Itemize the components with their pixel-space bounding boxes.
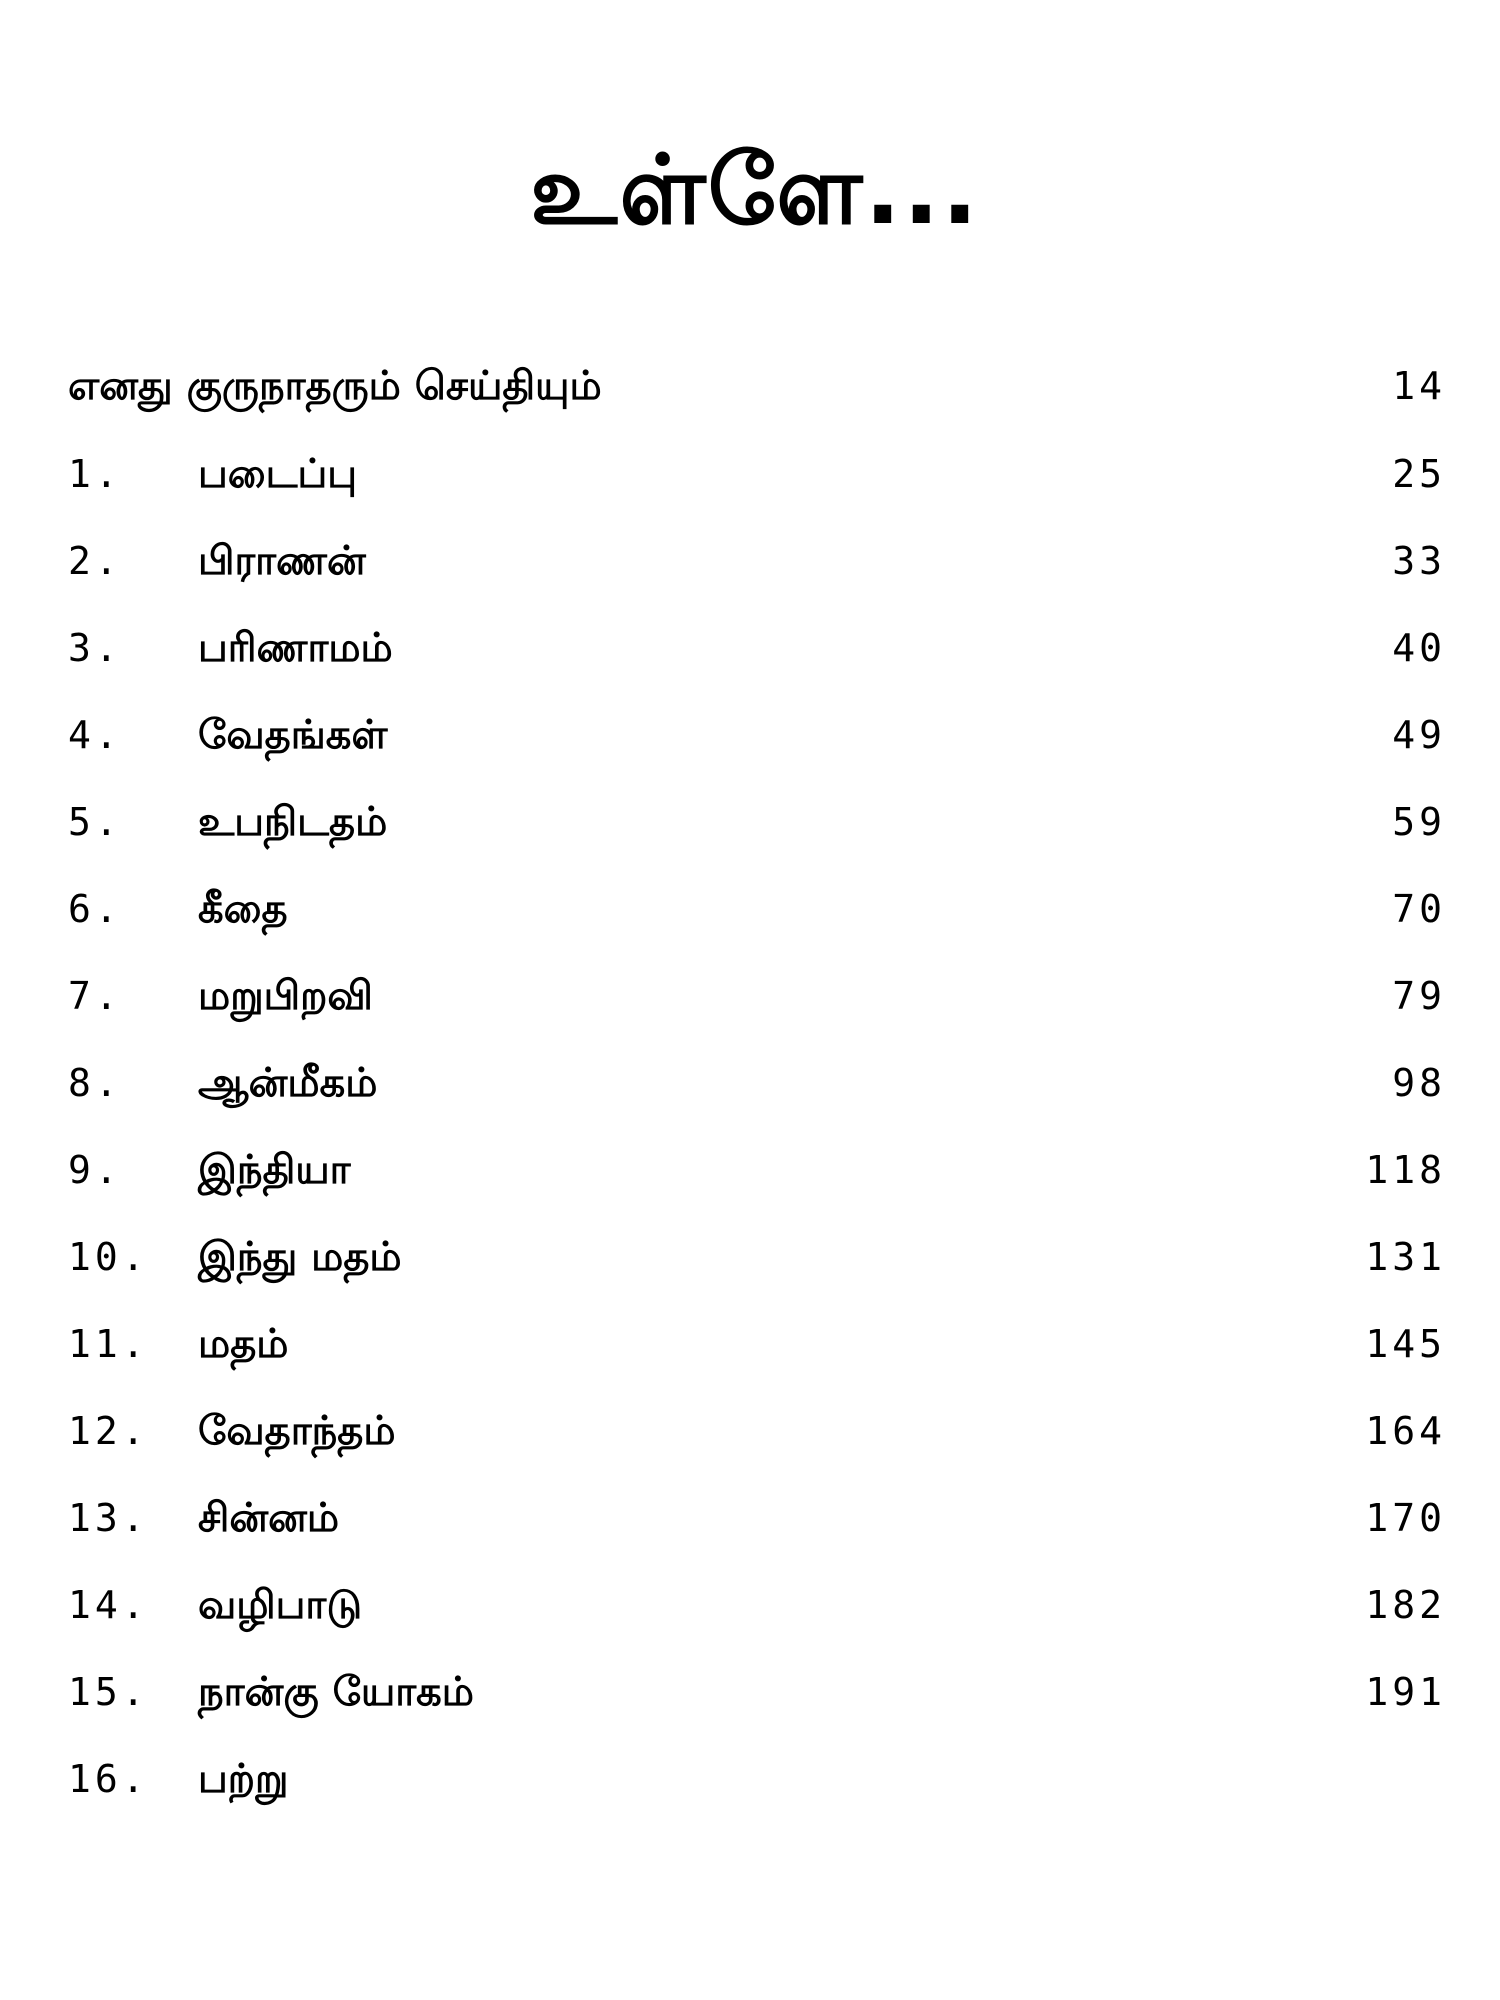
toc-row	[68, 618, 1446, 705]
chapter-title: கீதை	[198, 886, 288, 932]
chapter-page-number: 33	[1392, 539, 1446, 583]
chapter-page-number: 118	[1365, 1148, 1446, 1192]
chapter-title: இந்து மதம்	[198, 1234, 402, 1280]
toc-row	[68, 1749, 1446, 1836]
chapter-title: ஆன்மீகம்	[198, 1060, 378, 1106]
chapter-number: 5.	[68, 800, 122, 844]
chapter-number: 6.	[68, 887, 122, 931]
intro-title: எனது குருநாதரும் செய்தியும்	[68, 363, 602, 409]
toc-row	[68, 966, 1446, 1053]
chapter-number: 15.	[68, 1670, 149, 1714]
toc-row	[68, 1140, 1446, 1227]
chapter-title: மறுபிறவி	[198, 973, 373, 1019]
toc-row	[68, 444, 1446, 531]
toc-row	[68, 1314, 1446, 1401]
chapter-title: பிராணன்	[198, 538, 366, 584]
chapter-number: 16.	[68, 1757, 149, 1801]
toc-row	[68, 1227, 1446, 1314]
chapter-title: சின்னம்	[198, 1495, 340, 1541]
chapter-title: உபநிடதம்	[198, 799, 388, 845]
chapter-page-number: 145	[1365, 1322, 1446, 1366]
chapter-title: மதம்	[198, 1321, 289, 1367]
chapter-number: 1.	[68, 452, 122, 496]
chapter-page-number: 79	[1392, 974, 1446, 1018]
chapter-number: 4.	[68, 713, 122, 757]
toc-row	[68, 792, 1446, 879]
chapter-page-number: 40	[1392, 626, 1446, 670]
page-title: உள்ளே...	[530, 134, 980, 246]
chapter-title: பற்று	[198, 1756, 289, 1802]
chapter-title: படைப்பு	[198, 451, 357, 497]
chapter-title: வழிபாடு	[198, 1582, 363, 1628]
chapter-number: 8.	[68, 1061, 122, 1105]
chapter-number: 3.	[68, 626, 122, 670]
chapter-number: 13.	[68, 1496, 149, 1540]
toc-row	[68, 1401, 1446, 1488]
toc-intro-row	[68, 356, 1446, 416]
chapter-page-number: 182	[1365, 1583, 1446, 1627]
chapter-number: 10.	[68, 1235, 149, 1279]
chapter-title: பரிணாமம்	[198, 625, 393, 671]
toc-row	[68, 705, 1446, 792]
chapter-title: நான்கு யோகம்	[198, 1669, 474, 1715]
chapter-page-number: 191	[1365, 1670, 1446, 1714]
toc-row	[68, 1053, 1446, 1140]
chapter-page-number: 49	[1392, 713, 1446, 757]
chapter-number: 14.	[68, 1583, 149, 1627]
chapter-page-number: 170	[1365, 1496, 1446, 1540]
toc-row	[68, 1662, 1446, 1749]
chapter-page-number: 164	[1365, 1409, 1446, 1453]
toc-row	[68, 879, 1446, 966]
chapter-title: வேதாந்தம்	[198, 1408, 396, 1454]
chapter-number: 11.	[68, 1322, 149, 1366]
toc-row	[68, 1488, 1446, 1575]
toc-row	[68, 531, 1446, 618]
chapter-number: 7.	[68, 974, 122, 1018]
chapter-number: 2.	[68, 539, 122, 583]
intro-page-number: 14	[1392, 364, 1446, 408]
table-of-contents	[68, 444, 1446, 1836]
chapter-number: 12.	[68, 1409, 149, 1453]
chapter-page-number: 25	[1392, 452, 1446, 496]
chapter-page-number: 70	[1392, 887, 1446, 931]
chapter-page-number: 59	[1392, 800, 1446, 844]
toc-row	[68, 1575, 1446, 1662]
chapter-number: 9.	[68, 1148, 122, 1192]
chapter-title: இந்தியா	[198, 1147, 351, 1193]
chapter-page-number: 98	[1392, 1061, 1446, 1105]
chapter-title: வேதங்கள்	[198, 712, 388, 758]
chapter-page-number: 131	[1365, 1235, 1446, 1279]
